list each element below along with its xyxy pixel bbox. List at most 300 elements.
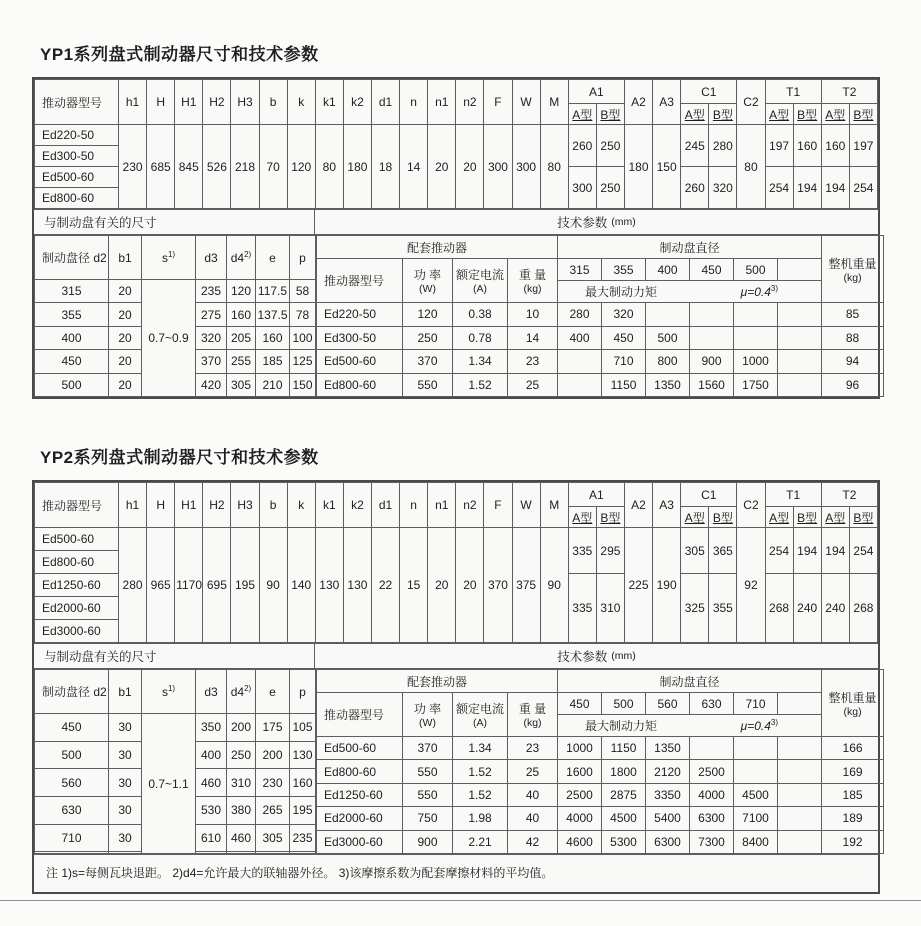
- subheader-type-b: B型: [709, 507, 737, 528]
- current-unit: (A): [473, 283, 487, 295]
- cell: 235: [290, 824, 316, 852]
- cell: 6300: [690, 807, 734, 830]
- d4-footnote-mark: 2): [244, 684, 252, 693]
- yp2-title: YP2系列盘式制动器尺寸和技术参数: [40, 448, 319, 467]
- cell: 22: [371, 528, 399, 643]
- cell: 265: [256, 796, 290, 824]
- total-weight-label: 整机重量: [828, 690, 877, 705]
- cell: 130: [315, 528, 343, 643]
- col-header: W: [512, 80, 540, 125]
- cell: 500: [35, 373, 109, 396]
- diameter-header: 315: [558, 259, 602, 281]
- cell: 710: [602, 350, 646, 374]
- empty-cell: [35, 852, 109, 854]
- cell: 130: [290, 741, 316, 769]
- disc-section-title: 与制动盘有关的尺寸: [34, 210, 315, 234]
- cell: 325: [681, 574, 709, 643]
- cell: 900: [690, 350, 734, 374]
- col-header: H2: [203, 80, 231, 125]
- subheader-type-b: B型: [849, 104, 877, 125]
- model-cell: Ed1250-60: [35, 574, 119, 597]
- cell: 2500: [690, 760, 734, 783]
- cell: 150: [290, 373, 316, 396]
- col-header-s: [142, 236, 196, 280]
- table-row: [317, 326, 884, 350]
- cell: 320: [196, 326, 227, 349]
- cell: 7100: [734, 807, 778, 830]
- col-header: d1: [371, 80, 399, 125]
- subheader-type-b: B型: [793, 507, 821, 528]
- current-unit: (A): [473, 717, 487, 729]
- group-header-t2: T2: [821, 80, 877, 104]
- power-label: 功 率: [413, 268, 442, 282]
- cell: 192: [822, 830, 884, 853]
- group-header-c1: C1: [681, 80, 737, 104]
- diameter-header: 400: [646, 259, 690, 281]
- cell: 2875: [602, 783, 646, 806]
- d4-footnote-mark: 2): [244, 250, 252, 259]
- cell: 1350: [646, 737, 690, 760]
- col-header-weight: [508, 259, 558, 303]
- cell: 2500: [558, 783, 602, 806]
- cell: 8400: [734, 830, 778, 853]
- mu-footnote-mark: 3): [770, 718, 779, 727]
- col-header-p: p: [290, 236, 316, 280]
- cell: 230: [256, 769, 290, 797]
- col-header: k: [287, 80, 315, 125]
- s-label: s: [161, 251, 168, 265]
- weight-label: 重 量: [518, 702, 547, 716]
- table-row: [317, 737, 884, 760]
- col-header: n2: [456, 483, 484, 528]
- subheader-type-b: B型: [709, 104, 737, 125]
- yp2-lower-tables: [34, 669, 878, 854]
- cell: 254: [849, 167, 877, 209]
- cell: 160: [290, 769, 316, 797]
- cell: 225: [624, 528, 652, 643]
- cell: [690, 326, 734, 350]
- mu-value: [741, 284, 778, 299]
- col-header: d1: [371, 483, 399, 528]
- table-row: [317, 373, 884, 397]
- cell: 400: [196, 741, 227, 769]
- mu-value: [741, 718, 778, 733]
- table-row: [317, 783, 884, 806]
- cell: 245: [681, 125, 709, 167]
- total-weight-unit: (kg): [843, 705, 862, 718]
- cell: 194: [793, 528, 821, 574]
- cell: 335: [568, 528, 596, 574]
- diameter-header: 710: [734, 693, 778, 715]
- torque-label: 最大制动力矩: [585, 285, 658, 299]
- table-row: [317, 807, 884, 830]
- cell: 20: [109, 280, 142, 303]
- power-label: 功 率: [413, 702, 442, 716]
- col-header: F: [484, 483, 512, 528]
- cell: 370: [484, 528, 512, 643]
- col-header: n2: [456, 80, 484, 125]
- cell: 80: [315, 125, 343, 209]
- cell: 370: [403, 350, 453, 374]
- diameter-header: 500: [734, 259, 778, 281]
- cell: 10: [508, 303, 558, 327]
- cell: 550: [403, 760, 453, 783]
- col-header: n1: [428, 80, 456, 125]
- subheader-type-a: A型: [681, 507, 709, 528]
- cell: 2.21: [453, 830, 508, 853]
- total-weight-header: [822, 670, 884, 737]
- cell: 1.52: [453, 373, 508, 397]
- col-header: k2: [343, 80, 371, 125]
- cell: 1800: [602, 760, 646, 783]
- cell: 1170: [175, 528, 203, 643]
- cell: [558, 350, 602, 374]
- total-weight-header: [822, 236, 884, 303]
- col-header-model: 推动器型号: [35, 80, 119, 125]
- cell: 90: [259, 528, 287, 643]
- cell: [646, 303, 690, 327]
- diameter-header-blank: [778, 259, 822, 281]
- col-header-current: [453, 693, 508, 737]
- cell: 320: [709, 167, 737, 209]
- cell: 88: [822, 326, 884, 350]
- empty-cell: [109, 852, 142, 854]
- cell: 7300: [690, 830, 734, 853]
- col-header-d4: [227, 670, 256, 714]
- cell: 80: [737, 125, 765, 209]
- table-row: [35, 280, 316, 303]
- cell: 150: [653, 125, 681, 209]
- page-separator: [0, 900, 921, 901]
- cell: 120: [227, 280, 256, 303]
- col-header-a2: A2: [624, 80, 652, 125]
- cell: 250: [596, 167, 624, 209]
- current-label: 额定电流: [455, 702, 504, 716]
- s-footnote-mark: 1): [167, 250, 176, 259]
- cell: 25: [508, 760, 558, 783]
- cell: 1.52: [453, 783, 508, 806]
- cell: 120: [287, 125, 315, 209]
- cell: 1560: [690, 373, 734, 397]
- group-header-a1: A1: [568, 483, 624, 507]
- model-cell: Ed500-60: [35, 528, 119, 551]
- cell: 120: [403, 303, 453, 327]
- cell: 300: [568, 167, 596, 209]
- cell: 20: [428, 125, 456, 209]
- cell: 965: [147, 528, 175, 643]
- cell: 195: [290, 796, 316, 824]
- cell: 4000: [558, 807, 602, 830]
- cell: 845: [175, 125, 203, 209]
- cell: 305: [256, 824, 290, 852]
- model-cell: Ed300-50: [317, 326, 403, 350]
- cell: 375: [512, 528, 540, 643]
- cell: 335: [568, 574, 596, 643]
- tech-section-title: [315, 644, 878, 668]
- cell: [778, 807, 822, 830]
- power-unit: (W): [419, 283, 436, 295]
- model-cell: Ed800-60: [35, 551, 119, 574]
- cell: 14: [400, 125, 428, 209]
- cell: 500: [646, 326, 690, 350]
- col-header: H3: [231, 483, 259, 528]
- model-cell: Ed1250-60: [317, 783, 403, 806]
- cell: 185: [822, 783, 884, 806]
- table-row: [35, 125, 878, 146]
- cell: [778, 737, 822, 760]
- cell: 275: [196, 303, 227, 326]
- cell: [778, 830, 822, 853]
- cell: [734, 303, 778, 327]
- cell: 40: [508, 783, 558, 806]
- cell: 1000: [558, 737, 602, 760]
- table-row: [317, 303, 884, 327]
- tech-section-unit: (mm): [611, 650, 636, 662]
- col-header-current: [453, 259, 508, 303]
- cell: 0.38: [453, 303, 508, 327]
- header-row: [317, 693, 884, 715]
- cell: 105: [290, 714, 316, 742]
- col-header-a2: A2: [624, 483, 652, 528]
- cell: 1150: [602, 737, 646, 760]
- cell: 180: [343, 125, 371, 209]
- cell: 194: [821, 528, 849, 574]
- cell: [778, 350, 822, 374]
- cell: 1350: [646, 373, 690, 397]
- cell: 140: [287, 528, 315, 643]
- col-header-weight: [508, 693, 558, 737]
- cell: 30: [109, 741, 142, 769]
- cell: 197: [849, 125, 877, 167]
- col-header: F: [484, 80, 512, 125]
- cell: 355: [709, 574, 737, 643]
- cell: 1.52: [453, 760, 508, 783]
- table-row: [317, 350, 884, 374]
- cell: 20: [109, 303, 142, 326]
- cell: 370: [403, 737, 453, 760]
- tech-section-unit: (mm): [611, 216, 636, 228]
- footnote: 注 1)s=每侧瓦块退距。 2)d4=允许最大的联轴器外径。 3)该摩擦系数为配套摩擦材料的平均值。: [34, 854, 878, 892]
- group-header-t1: T1: [765, 483, 821, 507]
- empty-cell: [196, 852, 227, 854]
- cell: 630: [35, 796, 109, 824]
- cell: 4500: [602, 807, 646, 830]
- cell: 3350: [646, 783, 690, 806]
- col-header-c2: C2: [737, 483, 765, 528]
- cell: 315: [35, 280, 109, 303]
- cell: 1000: [734, 350, 778, 374]
- cell: 254: [849, 528, 877, 574]
- cell: 310: [227, 769, 256, 797]
- cell: 305: [681, 528, 709, 574]
- cell: 255: [227, 350, 256, 373]
- subheader-type-a: A型: [821, 104, 849, 125]
- cell: 175: [256, 714, 290, 742]
- model-cell: Ed3000-60: [35, 620, 119, 643]
- cell: 550: [403, 783, 453, 806]
- group-header-c1: C1: [681, 483, 737, 507]
- diameter-header: 450: [558, 693, 602, 715]
- cell: 194: [793, 167, 821, 209]
- cell: 550: [403, 373, 453, 397]
- cell: 530: [196, 796, 227, 824]
- cell: 295: [596, 528, 624, 574]
- cell: 190: [653, 528, 681, 643]
- model-cell: Ed3000-60: [317, 830, 403, 853]
- group-header-t1: T1: [765, 80, 821, 104]
- col-header-model: 推动器型号: [35, 483, 119, 528]
- col-header-s: [142, 670, 196, 714]
- s-footnote-mark: 1): [167, 684, 176, 693]
- subheader-type-a: A型: [568, 104, 596, 125]
- cell: 310: [596, 574, 624, 643]
- cell: 218: [231, 125, 259, 209]
- col-header: H: [147, 483, 175, 528]
- col-header: H1: [175, 80, 203, 125]
- cell: 195: [231, 528, 259, 643]
- torque-header: [558, 715, 822, 737]
- weight-label: 重 量: [518, 268, 547, 282]
- cell: 20: [109, 326, 142, 349]
- cell: 710: [35, 824, 109, 852]
- col-header: M: [540, 483, 568, 528]
- cell: 80: [540, 125, 568, 209]
- diameter-header: 560: [646, 693, 690, 715]
- empty-cell: [227, 852, 256, 854]
- model-cell: Ed2000-60: [35, 597, 119, 620]
- model-cell: Ed220-50: [35, 125, 119, 146]
- cell: 460: [227, 824, 256, 852]
- cell: 240: [793, 574, 821, 643]
- col-header: k2: [343, 483, 371, 528]
- cell: 0.78: [453, 326, 508, 350]
- disc-diameter-header: 制动盘直径: [558, 236, 822, 259]
- cell: 58: [290, 280, 316, 303]
- cell: 20: [456, 125, 484, 209]
- subheader-type-a: A型: [568, 507, 596, 528]
- col-header: n1: [428, 483, 456, 528]
- yp1-dimension-table: [34, 79, 878, 209]
- cell: 250: [596, 125, 624, 167]
- cell: 380: [227, 796, 256, 824]
- cell: 254: [765, 528, 793, 574]
- s-label: s: [161, 685, 168, 699]
- total-weight-label: 整机重量: [828, 256, 877, 271]
- cell: 40: [508, 807, 558, 830]
- cell: 800: [646, 350, 690, 374]
- col-header: k1: [315, 483, 343, 528]
- cell: [734, 760, 778, 783]
- empty-cell: [290, 852, 316, 854]
- col-header-d3: d3: [196, 236, 227, 280]
- col-header: b: [259, 483, 287, 528]
- model-cell: Ed800-60: [317, 760, 403, 783]
- cell: 20: [109, 373, 142, 396]
- table-row: [317, 760, 884, 783]
- subheader-type-b: B型: [596, 104, 624, 125]
- cell: 42: [508, 830, 558, 853]
- cell: 305: [227, 373, 256, 396]
- cell: 230: [119, 125, 147, 209]
- cell: 420: [196, 373, 227, 396]
- cell: 160: [256, 326, 290, 349]
- cell: 450: [602, 326, 646, 350]
- cell: 250: [403, 326, 453, 350]
- yp1-title: YP1系列盘式制动器尺寸和技术参数: [40, 45, 319, 64]
- cell: 240: [821, 574, 849, 643]
- cell: 268: [765, 574, 793, 643]
- col-header-d4: [227, 236, 256, 280]
- cell: 5300: [602, 830, 646, 853]
- cell: 166: [822, 737, 884, 760]
- col-header: k1: [315, 80, 343, 125]
- model-cell: Ed800-60: [317, 373, 403, 397]
- cell: 23: [508, 737, 558, 760]
- diameter-header: 500: [602, 693, 646, 715]
- cell: 400: [558, 326, 602, 350]
- diameter-header: 450: [690, 259, 734, 281]
- subheader-type-b: B型: [849, 507, 877, 528]
- diameter-header: 355: [602, 259, 646, 281]
- cell: 100: [290, 326, 316, 349]
- cell: 526: [203, 125, 231, 209]
- cell: 250: [227, 741, 256, 769]
- cell: 160: [227, 303, 256, 326]
- disc-section-title: 与制动盘有关的尺寸: [34, 644, 315, 668]
- matching-thruster-header: 配套推动器: [317, 236, 558, 259]
- yp2-block: [32, 480, 880, 894]
- cell: 750: [403, 807, 453, 830]
- disc-diameter-header: 制动盘直径: [558, 670, 822, 693]
- cell: 23: [508, 350, 558, 374]
- cell: 1.98: [453, 807, 508, 830]
- col-header-e: e: [256, 670, 290, 714]
- header-row: [317, 236, 884, 259]
- subheader-type-b: B型: [793, 104, 821, 125]
- mu-footnote-mark: 3): [770, 284, 779, 293]
- cell: [778, 303, 822, 327]
- cell: 85: [822, 303, 884, 327]
- cell: 268: [849, 574, 877, 643]
- cell: 1.34: [453, 350, 508, 374]
- col-header-d3: d3: [196, 670, 227, 714]
- col-header-b1: b1: [109, 236, 142, 280]
- col-header-power: [403, 693, 453, 737]
- col-header-power: [403, 259, 453, 303]
- model-cell: Ed220-50: [317, 303, 403, 327]
- col-header: H1: [175, 483, 203, 528]
- cell: [778, 373, 822, 397]
- cell: 280: [119, 528, 147, 643]
- cell: 5400: [646, 807, 690, 830]
- col-header-e: e: [256, 236, 290, 280]
- diameter-header-blank: [778, 693, 822, 715]
- subheader-type-a: A型: [765, 507, 793, 528]
- cell: 15: [400, 528, 428, 643]
- cell: 194: [821, 167, 849, 209]
- cell: 117.5: [256, 280, 290, 303]
- cell: 130: [343, 528, 371, 643]
- cell: 300: [484, 125, 512, 209]
- header-row: [35, 236, 316, 280]
- cell: 1.34: [453, 737, 508, 760]
- subheader-type-a: A型: [765, 104, 793, 125]
- yp1-block: [32, 77, 880, 399]
- cell: 14: [508, 326, 558, 350]
- cell: 280: [558, 303, 602, 327]
- cell: 4000: [690, 783, 734, 806]
- subheader-type-a: A型: [821, 507, 849, 528]
